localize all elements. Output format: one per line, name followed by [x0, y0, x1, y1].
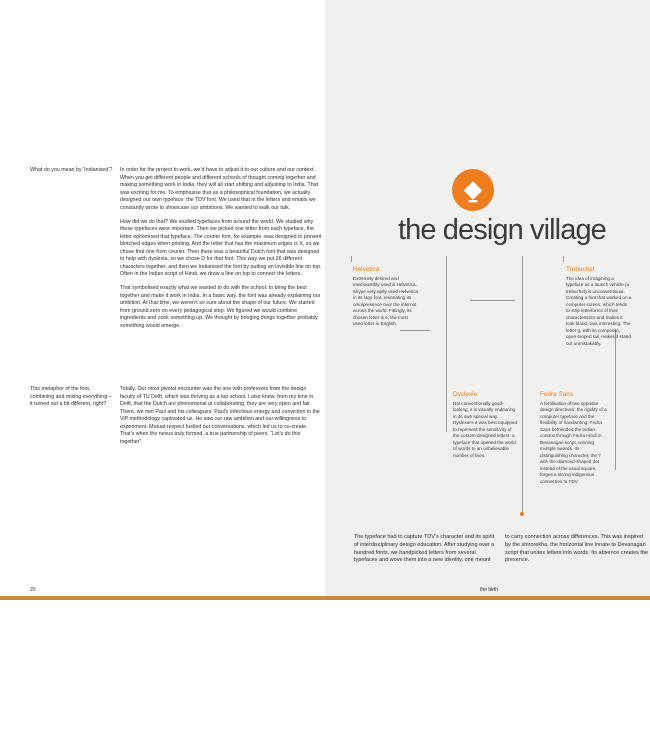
connector-line	[400, 330, 430, 331]
connector-line	[522, 256, 523, 514]
glyph-description: Not conventionally good-looking, it is visually endearing in its own special way. Dyslexie’s d was best equipped to represent the sensitivity of the custom-designed letters: a typeface that opened the world of words to an unbelievable number of lives.	[453, 400, 518, 458]
caption-column-2: to carry connection across differences. This was inspired by the shirorekha, the horizontal line innate to Devanagari script that unites letters into words. Its absence creates the presence.	[505, 534, 649, 564]
answer-paragraph: In order for the project to work, we’d have to adjust it to our culture and our context. When you get different people and different schools of thought coming together and making something work in India, they will all start shifting and adjusting to India. That was exciting for me. To emphasise that as a philosophical foundation, we actually designed our own typeface: the TDV font. We used that in the letters and emails we constantly wrote to showcase our ambitions. We wanted to walk our talk.	[120, 167, 319, 211]
connector-line	[470, 300, 515, 301]
answer-column-2	[120, 386, 323, 453]
glyph-note-helvetica	[353, 266, 419, 328]
glyph-title: Trebuchet	[566, 266, 595, 273]
brand-wordmark: the design village	[398, 214, 606, 246]
bottom-rule	[0, 596, 650, 600]
answer-paragraph: How did we do that? We studied typefaces from around the world. We studied why these typefaces were important. Then we picked one letter from each typeface, the letter epitomised that typeface. The courier font, for example, was designed to prevent blotched edges when printing. And the letter that has the maximum edges is X, so we chose that one from courier. Then there was a beautiful Dutch font that was designed to help with dyslexia, so we chose D for that font. This way we put 26 different characters together, and then we Indianised the font by putting an invisible line on top. Often in the Indian script of Hindi, we draw a line on top to connect the letters.	[120, 218, 322, 278]
connector-line	[351, 256, 352, 262]
interview-question-1: What do you mean by ‘Indianised’?	[30, 167, 113, 173]
glyph-note-fedra-sans	[540, 391, 608, 485]
glyph-note-trebuchet	[566, 266, 632, 347]
section-folio: the birth	[480, 587, 499, 593]
page-number: 20	[30, 587, 36, 593]
glyph-description: A fertilisation of two opposite design directives: the rigidity of a computer typeface and the flexibility of handwriting. Fedra Sans befriended the Indian context through Fedra Hindi in Devanagari script, winning multiple awards. Its distinguishing character, the ‘i’ with the diamond-shaped dot instead of the usual square, forges a strong indigenous connection to TDV.	[540, 400, 607, 484]
connector-line	[615, 330, 616, 470]
connector-line	[563, 256, 564, 262]
connector-line	[446, 256, 447, 432]
glyph-description: Extremely desired and inexhaustibly used is Helvetica. Skype very aptly used Helvetica in its logo font, resonating its omnipresence over the internet across the world. Fittingly, its chosen letter is e, the most used letter in English.	[353, 275, 419, 327]
caption-column-1: The typeface had to capture TDV’s character and its spirit of interdisciplinary design education. After studying over a hundred fonts, we handpicked letters from several typefaces and wove them into a new identity, one meant	[354, 534, 495, 564]
glyph-note-dyslexie	[453, 391, 517, 459]
left-page	[0, 0, 325, 596]
answer-column-1	[120, 167, 323, 337]
glyph-title: Dyslexie	[453, 391, 478, 398]
glyph-description: The idea of imagining a typeface as a launch vehicle (a trebuchet) is unconventional. Creating a font that worked on a computer screen, which tends to strip letterforms of their characteristics and makes it look bland, was interesting. The letter g, with its composite, open-looped tail, makes it stand out unmistakably.	[566, 275, 632, 346]
glyph-title: Fedra Sans	[540, 391, 574, 398]
interview-question-2: This metaphor of the font, combining and mixing everything – it turned out a bit different, right?	[30, 386, 112, 408]
connector-dot	[520, 512, 524, 516]
answer-paragraph: That symbolised exactly what we wanted to do with the school: to bring the best together and make it work in India. In a basic way, the font was already explaining our ambition. At that time, we weren’t so sure about the shape of our future. We started from ground zero on every pedagogical step. We figured we would combine ingredients and cook something up. We thought by bringing things together probably something would emerge.	[120, 285, 321, 329]
answer-paragraph: Totally. Our most pivotal encounter was the one with professors from the design faculty of TU Delft, which was thriving as a top school. I also knew, from my time in Delft, that the Dutch are phenomenal at collaborating, they are very open and fair. There, we met Paul and his colleagues. Paul’s infectious energy and conviction in the ViP methodology captivated us. He saw our raw ambition and our willingness to experiment. Mutual-respect fuelled our conversations, which led us to co-create. That’s when the nexus truly formed, a true partnership of peers. “Let’s do this together”.	[120, 386, 320, 445]
glyph-title: Helvetica	[353, 266, 380, 273]
logo-icon	[452, 169, 494, 211]
